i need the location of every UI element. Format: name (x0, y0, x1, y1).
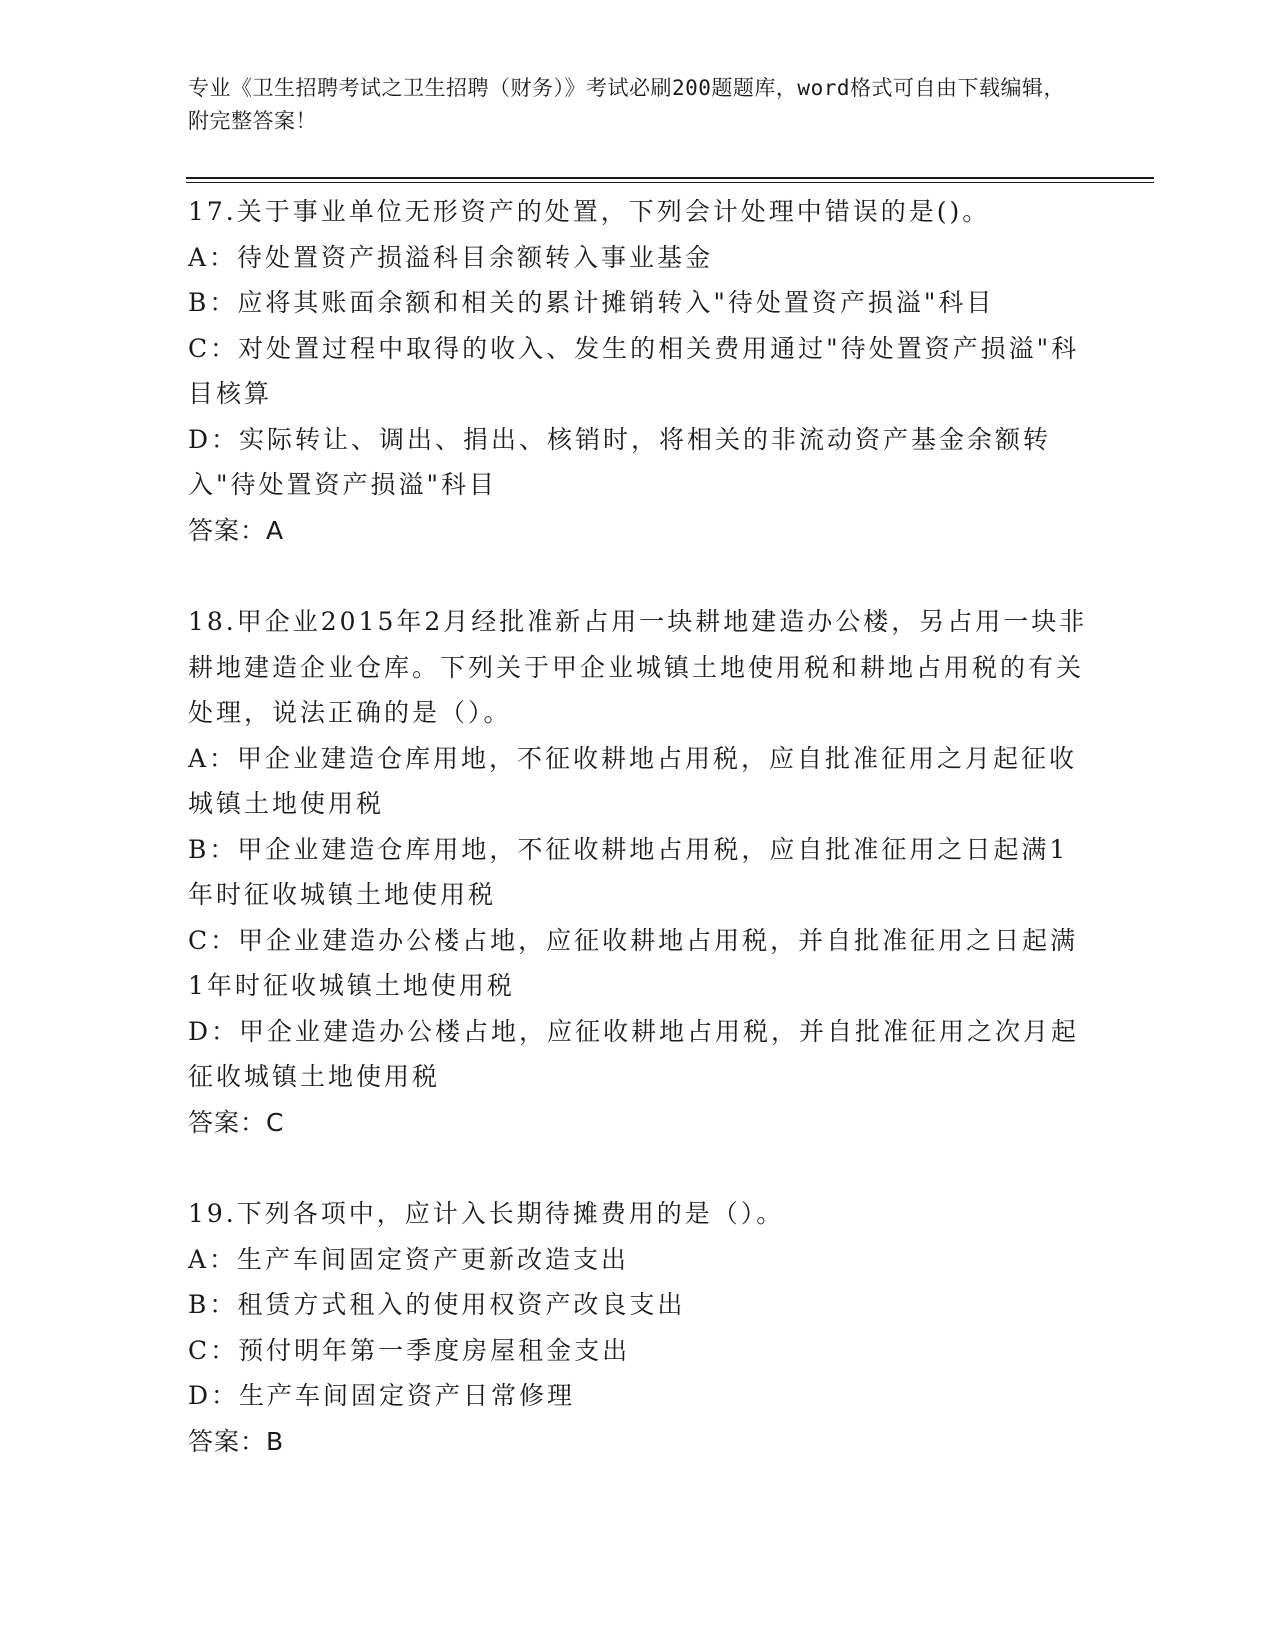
question-19 (188, 1191, 1088, 1464)
option-c: C：甲企业建造办公楼占地，应征收耕地占用税，并自批准征用之日起满1年时征收城镇土地使用税 (188, 925, 1079, 1000)
header-divider-thin (186, 182, 1154, 183)
option-b: B：应将其账面余额和相关的累计摊销转入"待处置资产损溢"科目 (188, 288, 995, 317)
question-list (188, 189, 1088, 1464)
question-stem: 19.下列各项中，应计入长期待摊费用的是（）。 (188, 1199, 785, 1228)
option-c: C：预付明年第一季度房屋租金支出 (188, 1335, 631, 1365)
option-d: D：甲企业建造办公楼占地，应征收耕地占用税，并自批准征用之次月起征收城镇土地使用税 (188, 1016, 1080, 1091)
question-stem: 17.关于事业单位无形资产的处置，下列会计处理中错误的是()。 (188, 197, 991, 226)
option-a: A：甲企业建造仓库用地，不征收耕地占用税，应自批准征用之月起征收城镇土地使用税 (188, 743, 1078, 818)
header-intro-text: 专业《卫生招聘考试之卫生招聘（财务）》考试必刷200题题库，word格式可自由下载编辑，附完整答案！ (188, 76, 1065, 133)
question-17 (188, 189, 1088, 553)
header-divider-thick (186, 177, 1154, 179)
option-d: D：生产车间固定资产日常修理 (188, 1381, 576, 1410)
answer-label: 答案：B (188, 1426, 285, 1456)
option-b: B：甲企业建造仓库用地，不征收耕地占用税，应自批准征用之日起满1年时征收城镇土地使用税 (188, 834, 1069, 909)
option-b: B：租赁方式租入的使用权资产改良支出 (188, 1290, 686, 1319)
answer-label: 答案：C (188, 1107, 285, 1137)
question-18 (188, 599, 1088, 1145)
option-d: D：实际转让、调出、捐出、核销时，将相关的非流动资产基金余额转入"待处置资产损溢"科目 (188, 424, 1052, 499)
option-c: C：对处置过程中取得的收入、发生的相关费用通过"待处置资产损溢"科目核算 (188, 333, 1080, 408)
option-a: A：生产车间固定资产更新改造支出 (188, 1244, 630, 1274)
answer-label: 答案：A (188, 515, 285, 545)
document-header (188, 72, 1068, 138)
option-a: A：待处置资产损溢科目余额转入事业基金 (188, 242, 714, 272)
question-stem: 18.甲企业2015年2月经批准新占用一块耕地建造办公楼，另占用一块非耕地建造企业仓库。下列关于甲企业城镇土地使用税和耕地占用税的有关处理，说法正确的是（）。 (188, 607, 1088, 727)
